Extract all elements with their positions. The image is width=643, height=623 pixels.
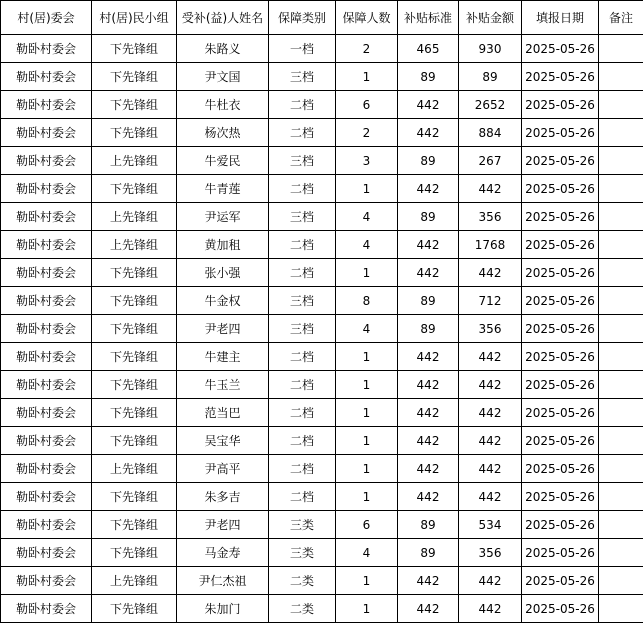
cell-count: 1 xyxy=(336,371,398,399)
cell-remark xyxy=(599,539,643,567)
cell-group: 上先锋组 xyxy=(92,203,177,231)
cell-name: 朱加门 xyxy=(177,595,269,623)
cell-amount: 442 xyxy=(459,399,522,427)
cell-category: 三档 xyxy=(269,63,336,91)
cell-date: 2025-05-26 xyxy=(522,595,599,623)
cell-category: 三类 xyxy=(269,539,336,567)
cell-group: 下先锋组 xyxy=(92,427,177,455)
cell-name: 朱多吉 xyxy=(177,483,269,511)
cell-amount: 267 xyxy=(459,147,522,175)
cell-category: 三类 xyxy=(269,511,336,539)
header-category: 保障类别 xyxy=(269,1,336,35)
cell-amount: 356 xyxy=(459,539,522,567)
cell-name: 牛杜衣 xyxy=(177,91,269,119)
cell-group: 下先锋组 xyxy=(92,175,177,203)
table-row xyxy=(1,399,643,427)
cell-standard: 89 xyxy=(398,539,459,567)
cell-amount: 442 xyxy=(459,371,522,399)
header-committee: 村(居)委会 xyxy=(1,1,92,35)
cell-date: 2025-05-26 xyxy=(522,175,599,203)
cell-count: 1 xyxy=(336,343,398,371)
cell-date: 2025-05-26 xyxy=(522,483,599,511)
cell-name: 尹老四 xyxy=(177,511,269,539)
cell-amount: 442 xyxy=(459,455,522,483)
cell-amount: 884 xyxy=(459,119,522,147)
cell-date: 2025-05-26 xyxy=(522,91,599,119)
cell-group: 下先锋组 xyxy=(92,259,177,287)
cell-category: 二档 xyxy=(269,343,336,371)
cell-remark xyxy=(599,343,643,371)
cell-count: 4 xyxy=(336,539,398,567)
header-date: 填报日期 xyxy=(522,1,599,35)
cell-category: 二档 xyxy=(269,371,336,399)
table-row xyxy=(1,203,643,231)
cell-group: 下先锋组 xyxy=(92,399,177,427)
cell-name: 牛玉兰 xyxy=(177,371,269,399)
table-row xyxy=(1,259,643,287)
cell-remark xyxy=(599,427,643,455)
cell-remark xyxy=(599,147,643,175)
cell-name: 张小强 xyxy=(177,259,269,287)
table-row xyxy=(1,91,643,119)
cell-standard: 442 xyxy=(398,371,459,399)
cell-count: 2 xyxy=(336,35,398,63)
cell-amount: 442 xyxy=(459,343,522,371)
cell-name: 黄加租 xyxy=(177,231,269,259)
cell-name: 牛爱民 xyxy=(177,147,269,175)
cell-committee: 勒卧村委会 xyxy=(1,231,92,259)
table-row xyxy=(1,231,643,259)
cell-count: 8 xyxy=(336,287,398,315)
cell-amount: 930 xyxy=(459,35,522,63)
table-row xyxy=(1,315,643,343)
cell-standard: 442 xyxy=(398,231,459,259)
table-row xyxy=(1,539,643,567)
table-row xyxy=(1,483,643,511)
cell-remark xyxy=(599,63,643,91)
cell-category: 三档 xyxy=(269,315,336,343)
cell-name: 牛金权 xyxy=(177,287,269,315)
cell-date: 2025-05-26 xyxy=(522,119,599,147)
cell-count: 6 xyxy=(336,91,398,119)
cell-remark xyxy=(599,371,643,399)
cell-committee: 勒卧村委会 xyxy=(1,287,92,315)
table-row xyxy=(1,427,643,455)
table-row xyxy=(1,287,643,315)
cell-name: 牛青莲 xyxy=(177,175,269,203)
cell-group: 下先锋组 xyxy=(92,287,177,315)
cell-committee: 勒卧村委会 xyxy=(1,175,92,203)
cell-remark xyxy=(599,287,643,315)
cell-remark xyxy=(599,119,643,147)
cell-committee: 勒卧村委会 xyxy=(1,147,92,175)
cell-count: 1 xyxy=(336,259,398,287)
cell-name: 吴宝华 xyxy=(177,427,269,455)
cell-committee: 勒卧村委会 xyxy=(1,343,92,371)
header-count: 保障人数 xyxy=(336,1,398,35)
cell-category: 三档 xyxy=(269,147,336,175)
cell-remark xyxy=(599,511,643,539)
cell-category: 二档 xyxy=(269,483,336,511)
cell-committee: 勒卧村委会 xyxy=(1,203,92,231)
cell-date: 2025-05-26 xyxy=(522,231,599,259)
cell-committee: 勒卧村委会 xyxy=(1,259,92,287)
cell-count: 1 xyxy=(336,483,398,511)
cell-date: 2025-05-26 xyxy=(522,455,599,483)
cell-group: 下先锋组 xyxy=(92,315,177,343)
cell-amount: 712 xyxy=(459,287,522,315)
cell-date: 2025-05-26 xyxy=(522,567,599,595)
cell-date: 2025-05-26 xyxy=(522,343,599,371)
table-row xyxy=(1,371,643,399)
cell-group: 上先锋组 xyxy=(92,231,177,259)
cell-committee: 勒卧村委会 xyxy=(1,483,92,511)
cell-count: 1 xyxy=(336,455,398,483)
cell-committee: 勒卧村委会 xyxy=(1,539,92,567)
cell-count: 1 xyxy=(336,175,398,203)
cell-amount: 2652 xyxy=(459,91,522,119)
cell-remark xyxy=(599,35,643,63)
cell-amount: 442 xyxy=(459,175,522,203)
cell-category: 二类 xyxy=(269,567,336,595)
header-group: 村(居)民小组 xyxy=(92,1,177,35)
cell-standard: 89 xyxy=(398,287,459,315)
cell-date: 2025-05-26 xyxy=(522,147,599,175)
cell-amount: 442 xyxy=(459,483,522,511)
cell-remark xyxy=(599,175,643,203)
cell-standard: 442 xyxy=(398,91,459,119)
cell-committee: 勒卧村委会 xyxy=(1,595,92,623)
cell-remark xyxy=(599,259,643,287)
cell-date: 2025-05-26 xyxy=(522,511,599,539)
cell-group: 下先锋组 xyxy=(92,539,177,567)
cell-category: 三档 xyxy=(269,203,336,231)
cell-date: 2025-05-26 xyxy=(522,399,599,427)
header-standard: 补贴标准 xyxy=(398,1,459,35)
cell-standard: 442 xyxy=(398,427,459,455)
cell-remark xyxy=(599,315,643,343)
cell-category: 二档 xyxy=(269,259,336,287)
cell-count: 6 xyxy=(336,511,398,539)
cell-name: 牛建主 xyxy=(177,343,269,371)
table-body xyxy=(1,35,643,623)
cell-category: 三档 xyxy=(269,287,336,315)
cell-category: 二档 xyxy=(269,119,336,147)
cell-group: 下先锋组 xyxy=(92,595,177,623)
cell-category: 一档 xyxy=(269,35,336,63)
cell-date: 2025-05-26 xyxy=(522,315,599,343)
table-row xyxy=(1,567,643,595)
cell-name: 马金寿 xyxy=(177,539,269,567)
cell-group: 下先锋组 xyxy=(92,511,177,539)
table-row xyxy=(1,595,643,623)
cell-name: 尹高平 xyxy=(177,455,269,483)
cell-standard: 89 xyxy=(398,315,459,343)
cell-group: 上先锋组 xyxy=(92,147,177,175)
table-row xyxy=(1,455,643,483)
cell-remark xyxy=(599,399,643,427)
cell-count: 4 xyxy=(336,315,398,343)
cell-remark xyxy=(599,231,643,259)
cell-standard: 442 xyxy=(398,567,459,595)
table-header-row xyxy=(1,1,643,35)
cell-group: 下先锋组 xyxy=(92,483,177,511)
cell-committee: 勒卧村委会 xyxy=(1,35,92,63)
cell-standard: 442 xyxy=(398,175,459,203)
cell-committee: 勒卧村委会 xyxy=(1,455,92,483)
cell-date: 2025-05-26 xyxy=(522,259,599,287)
cell-name: 尹运军 xyxy=(177,203,269,231)
cell-date: 2025-05-26 xyxy=(522,371,599,399)
cell-count: 1 xyxy=(336,595,398,623)
cell-group: 下先锋组 xyxy=(92,91,177,119)
cell-category: 二类 xyxy=(269,595,336,623)
cell-category: 二档 xyxy=(269,231,336,259)
cell-amount: 442 xyxy=(459,595,522,623)
cell-date: 2025-05-26 xyxy=(522,287,599,315)
cell-group: 下先锋组 xyxy=(92,343,177,371)
cell-amount: 356 xyxy=(459,203,522,231)
cell-standard: 89 xyxy=(398,63,459,91)
cell-category: 二档 xyxy=(269,427,336,455)
cell-committee: 勒卧村委会 xyxy=(1,399,92,427)
cell-amount: 442 xyxy=(459,567,522,595)
cell-count: 1 xyxy=(336,399,398,427)
cell-name: 尹文国 xyxy=(177,63,269,91)
cell-committee: 勒卧村委会 xyxy=(1,511,92,539)
cell-name: 杨次热 xyxy=(177,119,269,147)
cell-name: 尹仁杰祖 xyxy=(177,567,269,595)
cell-category: 二档 xyxy=(269,455,336,483)
cell-standard: 442 xyxy=(398,399,459,427)
cell-standard: 465 xyxy=(398,35,459,63)
cell-standard: 442 xyxy=(398,343,459,371)
cell-amount: 89 xyxy=(459,63,522,91)
cell-remark xyxy=(599,567,643,595)
cell-standard: 89 xyxy=(398,203,459,231)
header-amount: 补贴金额 xyxy=(459,1,522,35)
table-row xyxy=(1,63,643,91)
cell-date: 2025-05-26 xyxy=(522,35,599,63)
cell-committee: 勒卧村委会 xyxy=(1,315,92,343)
cell-count: 1 xyxy=(336,567,398,595)
cell-count: 2 xyxy=(336,119,398,147)
cell-remark xyxy=(599,483,643,511)
cell-group: 上先锋组 xyxy=(92,455,177,483)
cell-date: 2025-05-26 xyxy=(522,63,599,91)
cell-committee: 勒卧村委会 xyxy=(1,91,92,119)
cell-remark xyxy=(599,595,643,623)
cell-group: 下先锋组 xyxy=(92,63,177,91)
cell-committee: 勒卧村委会 xyxy=(1,119,92,147)
cell-group: 上先锋组 xyxy=(92,567,177,595)
cell-name: 尹老四 xyxy=(177,315,269,343)
table-row xyxy=(1,119,643,147)
cell-category: 二档 xyxy=(269,399,336,427)
cell-standard: 442 xyxy=(398,119,459,147)
cell-name: 朱路义 xyxy=(177,35,269,63)
cell-group: 下先锋组 xyxy=(92,119,177,147)
cell-standard: 89 xyxy=(398,147,459,175)
table-row xyxy=(1,147,643,175)
cell-count: 4 xyxy=(336,231,398,259)
cell-date: 2025-05-26 xyxy=(522,539,599,567)
cell-amount: 1768 xyxy=(459,231,522,259)
cell-committee: 勒卧村委会 xyxy=(1,427,92,455)
cell-standard: 442 xyxy=(398,483,459,511)
cell-count: 3 xyxy=(336,147,398,175)
cell-date: 2025-05-26 xyxy=(522,427,599,455)
cell-count: 1 xyxy=(336,427,398,455)
cell-standard: 89 xyxy=(398,511,459,539)
cell-category: 二档 xyxy=(269,175,336,203)
cell-committee: 勒卧村委会 xyxy=(1,371,92,399)
cell-amount: 442 xyxy=(459,259,522,287)
cell-remark xyxy=(599,91,643,119)
cell-date: 2025-05-26 xyxy=(522,203,599,231)
table-row xyxy=(1,175,643,203)
cell-amount: 356 xyxy=(459,315,522,343)
table-row xyxy=(1,343,643,371)
cell-category: 二档 xyxy=(269,91,336,119)
header-remark: 备注 xyxy=(599,1,643,35)
table-row xyxy=(1,511,643,539)
cell-count: 1 xyxy=(336,63,398,91)
cell-committee: 勒卧村委会 xyxy=(1,567,92,595)
cell-standard: 442 xyxy=(398,259,459,287)
table-row xyxy=(1,35,643,63)
cell-group: 下先锋组 xyxy=(92,371,177,399)
cell-standard: 442 xyxy=(398,595,459,623)
cell-standard: 442 xyxy=(398,455,459,483)
header-name: 受补(益)人姓名 xyxy=(177,1,269,35)
cell-amount: 442 xyxy=(459,427,522,455)
cell-group: 下先锋组 xyxy=(92,35,177,63)
cell-amount: 534 xyxy=(459,511,522,539)
cell-committee: 勒卧村委会 xyxy=(1,63,92,91)
cell-remark xyxy=(599,455,643,483)
cell-name: 范当巴 xyxy=(177,399,269,427)
cell-count: 4 xyxy=(336,203,398,231)
cell-remark xyxy=(599,203,643,231)
